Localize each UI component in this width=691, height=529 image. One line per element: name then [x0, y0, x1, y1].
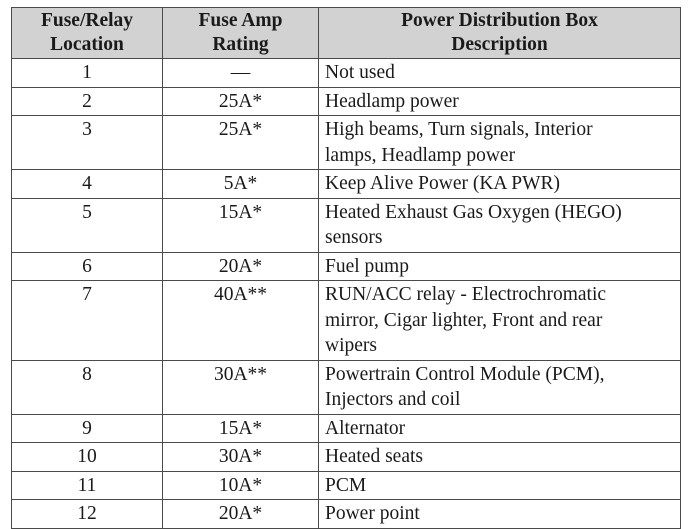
- table-row: [12, 281, 681, 361]
- cell-description: [319, 170, 681, 199]
- table-row: [12, 59, 681, 88]
- cell-rating: 25A*: [163, 87, 319, 116]
- cell-description: [319, 414, 681, 443]
- header-rating-line: Rating: [212, 34, 269, 55]
- header-location-line: Location: [50, 34, 124, 55]
- header-description: [319, 8, 681, 59]
- header-location: [12, 8, 163, 59]
- cell-location: 4: [12, 170, 163, 199]
- description-line: High beams, Turn signals, Interior: [325, 119, 593, 140]
- table-row: [12, 116, 681, 170]
- cell-location: 9: [12, 414, 163, 443]
- cell-rating: 40A**: [163, 281, 319, 361]
- cell-rating: —: [163, 59, 319, 88]
- cell-rating: 25A*: [163, 116, 319, 170]
- description-line: sensors: [325, 227, 383, 248]
- cell-description: [319, 116, 681, 170]
- cell-description: [319, 281, 681, 361]
- header-description-line: Power Distribution Box: [401, 10, 598, 31]
- cell-description: [319, 471, 681, 500]
- description-line: wipers: [325, 335, 377, 356]
- header-description-line: Description: [451, 34, 548, 55]
- table-row: [12, 360, 681, 414]
- cell-description: [319, 360, 681, 414]
- table-row: [12, 198, 681, 252]
- cell-description: [319, 87, 681, 116]
- description-line: Headlamp power: [325, 90, 459, 112]
- description-line: Powertrain Control Module (PCM),: [325, 363, 605, 385]
- header-rating: [163, 8, 319, 59]
- fuse-relay-table: [11, 7, 681, 529]
- description-line: Injectors and coil: [325, 389, 461, 410]
- cell-rating: 15A*: [163, 198, 319, 252]
- description-line: Power point: [325, 503, 420, 524]
- cell-description: [319, 59, 681, 88]
- description-line: Fuel pump: [325, 255, 409, 277]
- cell-location: 5: [12, 198, 163, 252]
- description-line: Not used: [325, 62, 395, 83]
- cell-location: 10: [12, 443, 163, 472]
- cell-location: 2: [12, 87, 163, 116]
- cell-rating: 30A**: [163, 360, 319, 414]
- description-line: PCM: [325, 474, 367, 496]
- table-row: [12, 471, 681, 500]
- cell-location: 8: [12, 360, 163, 414]
- table-body: [12, 59, 681, 529]
- description-line: lamps, Headlamp power: [325, 144, 516, 166]
- cell-rating: 30A*: [163, 443, 319, 472]
- cell-rating: 20A*: [163, 500, 319, 529]
- table-row: [12, 252, 681, 281]
- table-header-row: [12, 8, 681, 59]
- cell-rating: 10A*: [163, 471, 319, 500]
- header-rating-line: Fuse Amp: [198, 10, 283, 31]
- header-location-line: Fuse/Relay: [40, 10, 134, 31]
- cell-location: 3: [12, 116, 163, 170]
- description-line: mirror, Cigar lighter, Front and rear: [325, 309, 603, 331]
- description-line: Heated Exhaust Gas Oxygen (HEGO): [325, 201, 622, 223]
- cell-description: [319, 443, 681, 472]
- cell-location: 1: [12, 59, 163, 88]
- description-line: RUN/ACC relay - Electrochromatic: [325, 284, 607, 305]
- description-line: Keep Alive Power (KA PWR): [325, 173, 561, 194]
- description-line: Heated seats: [325, 446, 423, 467]
- cell-location: 12: [12, 500, 163, 529]
- cell-location: 7: [12, 281, 163, 361]
- table-row: [12, 87, 681, 116]
- table-row: [12, 443, 681, 472]
- cell-description: [319, 198, 681, 252]
- description-line: Alternator: [325, 417, 406, 439]
- cell-rating: 15A*: [163, 414, 319, 443]
- table-row: [12, 170, 681, 199]
- cell-description: [319, 252, 681, 281]
- cell-rating: 20A*: [163, 252, 319, 281]
- cell-location: 11: [12, 471, 163, 500]
- table-row: [12, 414, 681, 443]
- cell-location: 6: [12, 252, 163, 281]
- cell-rating: 5A*: [163, 170, 319, 199]
